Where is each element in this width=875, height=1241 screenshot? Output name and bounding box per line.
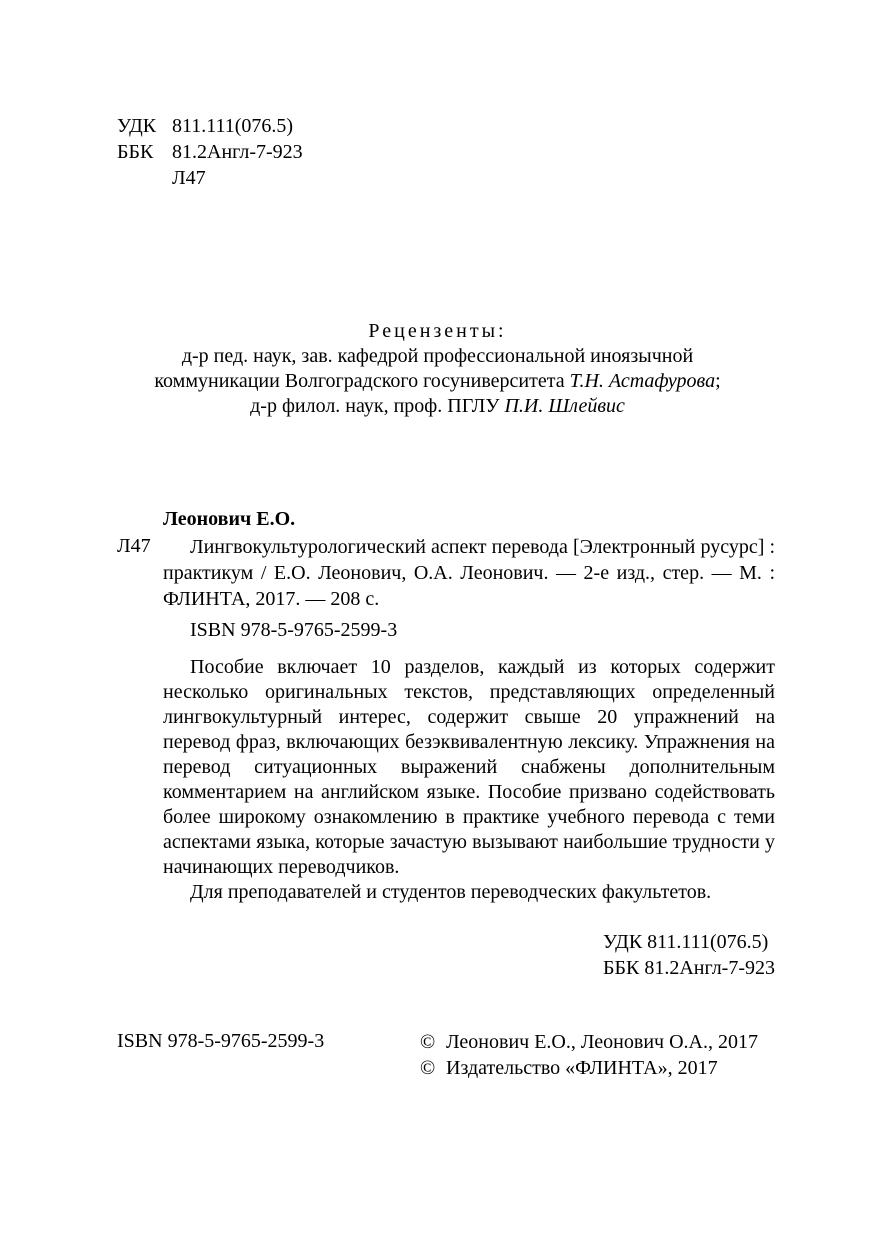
copyright-publisher: Издательство «ФЛИНТА», 2017 xyxy=(446,1057,718,1079)
entry-title: Лингвокультурологический аспект перевода [Электронный русурс] : практикум / Е.О. Леонович, О.А. Леонович. — 2-е изд., стер. — М. : ФЛИНТА, 2017. — 208 с. xyxy=(163,536,775,610)
classification-bottom xyxy=(603,929,775,981)
reviewer-separator: ; xyxy=(715,370,721,392)
entry-description xyxy=(163,534,775,612)
entry-isbn: ISBN 978-5-9765-2599-3 xyxy=(190,619,398,641)
reviewer-2-name: П.И. Шлейвис xyxy=(504,395,625,417)
reviewer-line-1 xyxy=(110,344,765,369)
reviewer-2-position: д-р филол. наук, проф. ПГЛУ xyxy=(250,395,500,417)
reviewer-line-3 xyxy=(110,394,765,419)
author-mark-top: Л47 xyxy=(172,167,206,189)
copyright-authors: Леонович Е.О., Леонович О.А., 2017 xyxy=(446,1031,758,1053)
udk-value: 811.111(076.5) xyxy=(172,115,294,137)
copyright-icon: © xyxy=(420,1031,436,1053)
entry-author: Леонович Е.О. xyxy=(163,508,296,530)
reviewer-line-2 xyxy=(110,369,765,394)
copyright-line-2 xyxy=(420,1055,758,1081)
copyright-icon: © xyxy=(420,1057,436,1079)
annotation xyxy=(163,655,775,905)
bbk-value: 81.2Англ-7-923 xyxy=(172,141,303,163)
reviewers-block xyxy=(110,319,765,419)
footer-isbn: ISBN 978-5-9765-2599-3 xyxy=(117,1030,325,1052)
bbk-bottom: ББК 81.2Англ-7-923 xyxy=(603,957,775,979)
reviewer-1-position-b: коммуникации Волгоградского госуниверситета xyxy=(154,370,565,392)
reviewer-1-position-a: д-р пед. наук, зав. кафедрой профессиональной иноязычной xyxy=(181,345,694,367)
bbk-top xyxy=(117,140,303,165)
reviewers-heading: Рецензенты: xyxy=(368,320,507,342)
annotation-paragraph-2: Для преподавателей и студентов переводческих факультетов. xyxy=(190,881,712,903)
reviewer-1-name: Т.Н. Астафурова xyxy=(569,370,716,392)
annotation-paragraph-1: Пособие включает 10 разделов, каждый из которых содержит несколько оригинальных текстов, представляющих определенный лингвокультурный интерес, содержит свыше 20 упражнений на перевод фраз, включающих безэквивалентную лексику. Упражнения на перевод ситуационных выражений снабжены дополнительным комментарием на английском языке. Пособие призвано содействовать более широкому ознакомлению в практике учебного перевода с теми аспектами языка, которые зачастую вызывают наибольшие трудности у начинающих переводчиков. xyxy=(163,656,775,878)
udk-top xyxy=(117,114,293,139)
copyrights xyxy=(420,1029,758,1081)
copyright-line-1 xyxy=(420,1029,758,1055)
udk-label: УДК xyxy=(117,115,157,137)
udk-bottom: УДК 811.111(076.5) xyxy=(603,931,769,953)
bbk-label: ББК xyxy=(117,141,154,163)
entry-code: Л47 xyxy=(117,535,151,557)
